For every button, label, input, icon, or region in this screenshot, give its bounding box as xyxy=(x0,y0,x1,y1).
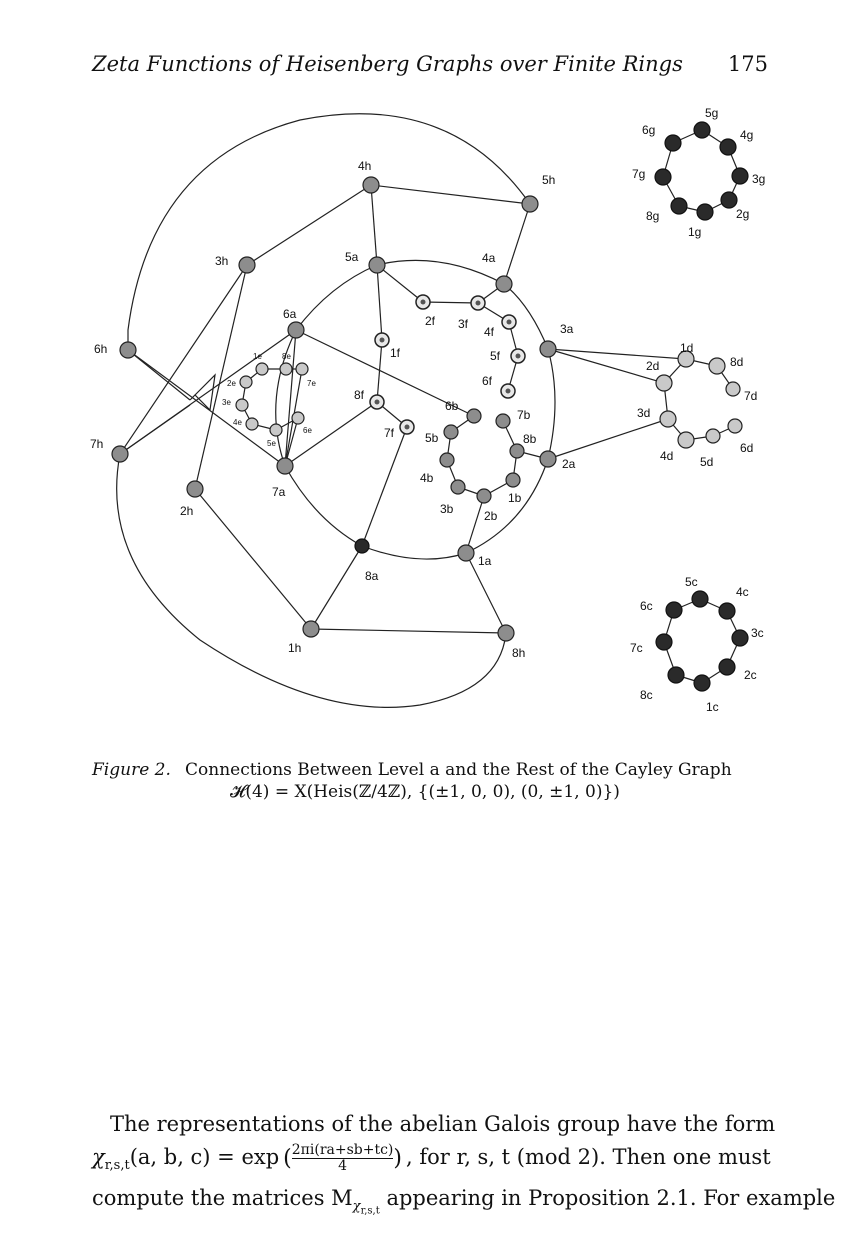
node-label-2d: 2d xyxy=(646,359,660,373)
node-7c xyxy=(656,634,672,650)
node-4d xyxy=(678,432,694,448)
node-4c xyxy=(719,603,735,619)
node-3b xyxy=(451,480,465,494)
node-8f-core xyxy=(375,400,380,405)
node-label-6a: 6a xyxy=(283,307,297,321)
chi-subscript: r,s,t xyxy=(104,1158,130,1174)
node-8h xyxy=(498,625,514,641)
node-6g xyxy=(665,135,681,151)
caption-line-1: Connections Between Level a and the Rest of the Cayley Graph xyxy=(185,760,732,780)
node-label-3c: 3c xyxy=(751,626,764,640)
node-label-4c: 4c xyxy=(736,585,749,599)
node-5d xyxy=(706,429,720,443)
node-label-3h: 3h xyxy=(215,254,229,268)
node-1f-core xyxy=(380,338,385,343)
node-8e xyxy=(280,363,292,375)
node-1c xyxy=(694,675,710,691)
edge xyxy=(504,204,530,284)
node-label-6b: 6b xyxy=(445,399,459,413)
node-label-6g: 6g xyxy=(642,123,656,137)
node-label-7f: 7f xyxy=(384,426,395,440)
node-label-3f: 3f xyxy=(458,317,469,331)
body-line-2: $\chi_{r,s,t}(a$, b, c) = exp ( $\frac{2\pi i(ra+sb+tc)}{4}$ ) , for r, s, t (mod 2). Then one must xyxy=(92,1142,771,1174)
node-1a xyxy=(458,545,474,561)
edge xyxy=(362,427,407,546)
node-label-4b: 4b xyxy=(420,471,434,485)
node-label-7e: 7e xyxy=(307,379,316,388)
node-label-2b: 2b xyxy=(484,509,498,523)
cayley-graph-figure xyxy=(0,90,856,730)
node-7h xyxy=(112,446,128,462)
node-label-6c: 6c xyxy=(640,599,653,613)
node-label-3e: 3e xyxy=(222,398,231,407)
node-2d xyxy=(656,375,672,391)
node-label-2e: 2e xyxy=(227,379,236,388)
node-8c xyxy=(668,667,684,683)
body-line-2-rest: , for r, s, t (mod 2). Then one must xyxy=(405,1145,771,1169)
node-label-4a: 4a xyxy=(482,251,496,265)
node-5e xyxy=(270,424,282,436)
node-2a xyxy=(540,451,556,467)
edge xyxy=(120,405,190,454)
node-label-1b: 1b xyxy=(508,491,522,505)
node-label-4e: 4e xyxy=(233,418,242,427)
caption-line-2: 𝓗(4) = X(Heis(ℤ/4ℤ), {(±1, 0, 0), (0, ±1, 0)}) xyxy=(230,782,620,802)
node-label-2c: 2c xyxy=(744,668,757,682)
node-5h xyxy=(522,196,538,212)
node-5c xyxy=(692,591,708,607)
node-7d xyxy=(726,382,740,396)
node-7b xyxy=(496,414,510,428)
node-8a xyxy=(355,539,369,553)
node-8b xyxy=(510,444,524,458)
body-line-3-start: compute the matrices M xyxy=(92,1186,353,1211)
exp-numerator: 2πi(ra+sb+tc) xyxy=(291,1142,394,1158)
edge xyxy=(371,185,377,265)
node-label-3b: 3b xyxy=(440,502,454,516)
node-label-8b: 8b xyxy=(523,432,537,446)
node-label-2f: 2f xyxy=(425,314,436,328)
node-label-8e: 8e xyxy=(282,352,291,361)
body-line-3-end: appearing in Proposition 2.1. For example xyxy=(379,1186,836,1211)
node-5b xyxy=(444,425,458,439)
running-title: Zeta Functions of Heisenberg Graphs over Finite Rings xyxy=(92,52,683,76)
node-4f-core xyxy=(507,320,512,325)
caption-label: Figure 2. xyxy=(92,760,171,780)
node-5g xyxy=(694,122,710,138)
node-2g xyxy=(721,192,737,208)
node-label-8a: 8a xyxy=(365,569,379,583)
node-label-4d: 4d xyxy=(660,449,674,463)
node-6h xyxy=(120,342,136,358)
node-5f-core xyxy=(516,354,521,359)
node-label-6e: 6e xyxy=(303,426,312,435)
node-label-7b: 7b xyxy=(517,408,531,422)
figure-caption xyxy=(92,760,792,802)
node-1e xyxy=(256,363,268,375)
node-label-4f: 4f xyxy=(484,325,495,339)
node-6e xyxy=(292,412,304,424)
node-label-6d: 6d xyxy=(740,441,754,455)
edge xyxy=(311,629,506,633)
node-4b xyxy=(440,453,454,467)
node-7f-core xyxy=(405,425,410,430)
m-subscript: χ xyxy=(352,1199,361,1215)
node-label-5a: 5a xyxy=(345,250,359,264)
node-6f-core xyxy=(506,389,511,394)
edge xyxy=(195,265,247,489)
node-2h xyxy=(187,481,203,497)
node-label-8f: 8f xyxy=(354,388,365,402)
node-6c xyxy=(666,602,682,618)
edge xyxy=(371,185,530,204)
node-label-6f: 6f xyxy=(482,374,493,388)
node-label-8g: 8g xyxy=(646,209,660,223)
chi-symbol: χ xyxy=(92,1145,105,1169)
body-paragraph xyxy=(92,1108,836,1228)
node-5a xyxy=(369,257,385,273)
node-1g xyxy=(697,204,713,220)
body-line-1: The representations of the abelian Galois group have the form xyxy=(110,1112,776,1136)
node-label-5g: 5g xyxy=(705,106,719,120)
edge xyxy=(377,265,423,302)
node-label-1e: 1e xyxy=(253,352,262,361)
node-label-3d: 3d xyxy=(637,406,651,420)
edge xyxy=(117,454,506,707)
node-label-1c: 1c xyxy=(706,700,719,714)
node-label-3g: 3g xyxy=(752,172,766,186)
node-label-8d: 8d xyxy=(730,355,744,369)
edge xyxy=(276,260,555,559)
node-6d xyxy=(728,419,742,433)
node-label-1f: 1f xyxy=(390,346,401,360)
node-label-7g: 7g xyxy=(632,167,646,181)
node-label-6h: 6h xyxy=(94,342,108,356)
node-label-2g: 2g xyxy=(736,207,750,221)
node-2c xyxy=(719,659,735,675)
node-4e xyxy=(246,418,258,430)
node-1b xyxy=(477,489,491,503)
node-label-8h: 8h xyxy=(512,646,526,660)
node-4g xyxy=(720,139,736,155)
edge xyxy=(423,302,478,303)
node-label-7a: 7a xyxy=(272,485,286,499)
edge xyxy=(195,489,311,629)
node-label-5d: 5d xyxy=(700,455,714,469)
node-7e xyxy=(296,363,308,375)
node-label-5f: 5f xyxy=(490,349,501,363)
edge xyxy=(377,265,382,340)
node-3g xyxy=(732,168,748,184)
node-4h xyxy=(363,177,379,193)
node-3d xyxy=(660,411,676,427)
edge xyxy=(128,114,530,350)
node-label-1g: 1g xyxy=(688,225,702,239)
node-1h xyxy=(303,621,319,637)
node-label-2h: 2h xyxy=(180,504,194,518)
node-label-7c: 7c xyxy=(630,641,643,655)
node-3h xyxy=(239,257,255,273)
chi-args: (a, b, c) = exp xyxy=(129,1145,280,1169)
node-label-1a: 1a xyxy=(478,554,492,568)
node-label-2a: 2a xyxy=(562,457,576,471)
node-label-5e: 5e xyxy=(267,439,276,448)
edge xyxy=(548,419,668,459)
node-label-5b: 5b xyxy=(425,431,439,445)
body-line-3 xyxy=(92,1182,836,1228)
node-6a xyxy=(288,322,304,338)
exp-denominator: 4 xyxy=(338,1158,348,1174)
edge xyxy=(128,350,190,400)
node-2b xyxy=(506,473,520,487)
node-7g xyxy=(655,169,671,185)
node-7a xyxy=(277,458,293,474)
node-label-3a: 3a xyxy=(560,322,574,336)
node-label-1d: 1d xyxy=(680,341,694,355)
m-subsubscript: r,s,t xyxy=(360,1205,380,1217)
node-2f-core xyxy=(421,300,426,305)
node-8d xyxy=(709,358,725,374)
node-2e xyxy=(240,376,252,388)
node-4a xyxy=(496,276,512,292)
node-label-7d: 7d xyxy=(744,389,758,403)
edge xyxy=(311,546,362,629)
node-label-4g: 4g xyxy=(740,128,754,142)
edge xyxy=(548,349,686,359)
node-label-7h: 7h xyxy=(90,437,104,451)
node-label-4h: 4h xyxy=(358,159,372,173)
node-3f-core xyxy=(476,301,481,306)
page-number: 175 xyxy=(727,52,768,76)
node-3c xyxy=(732,630,748,646)
node-label-5c: 5c xyxy=(685,575,698,589)
node-label-1h: 1h xyxy=(288,641,302,655)
node-3a xyxy=(540,341,556,357)
node-label-8c: 8c xyxy=(640,688,653,702)
node-3e xyxy=(236,399,248,411)
node-8g xyxy=(671,198,687,214)
node-label-5h: 5h xyxy=(542,173,556,187)
node-6b xyxy=(467,409,481,423)
